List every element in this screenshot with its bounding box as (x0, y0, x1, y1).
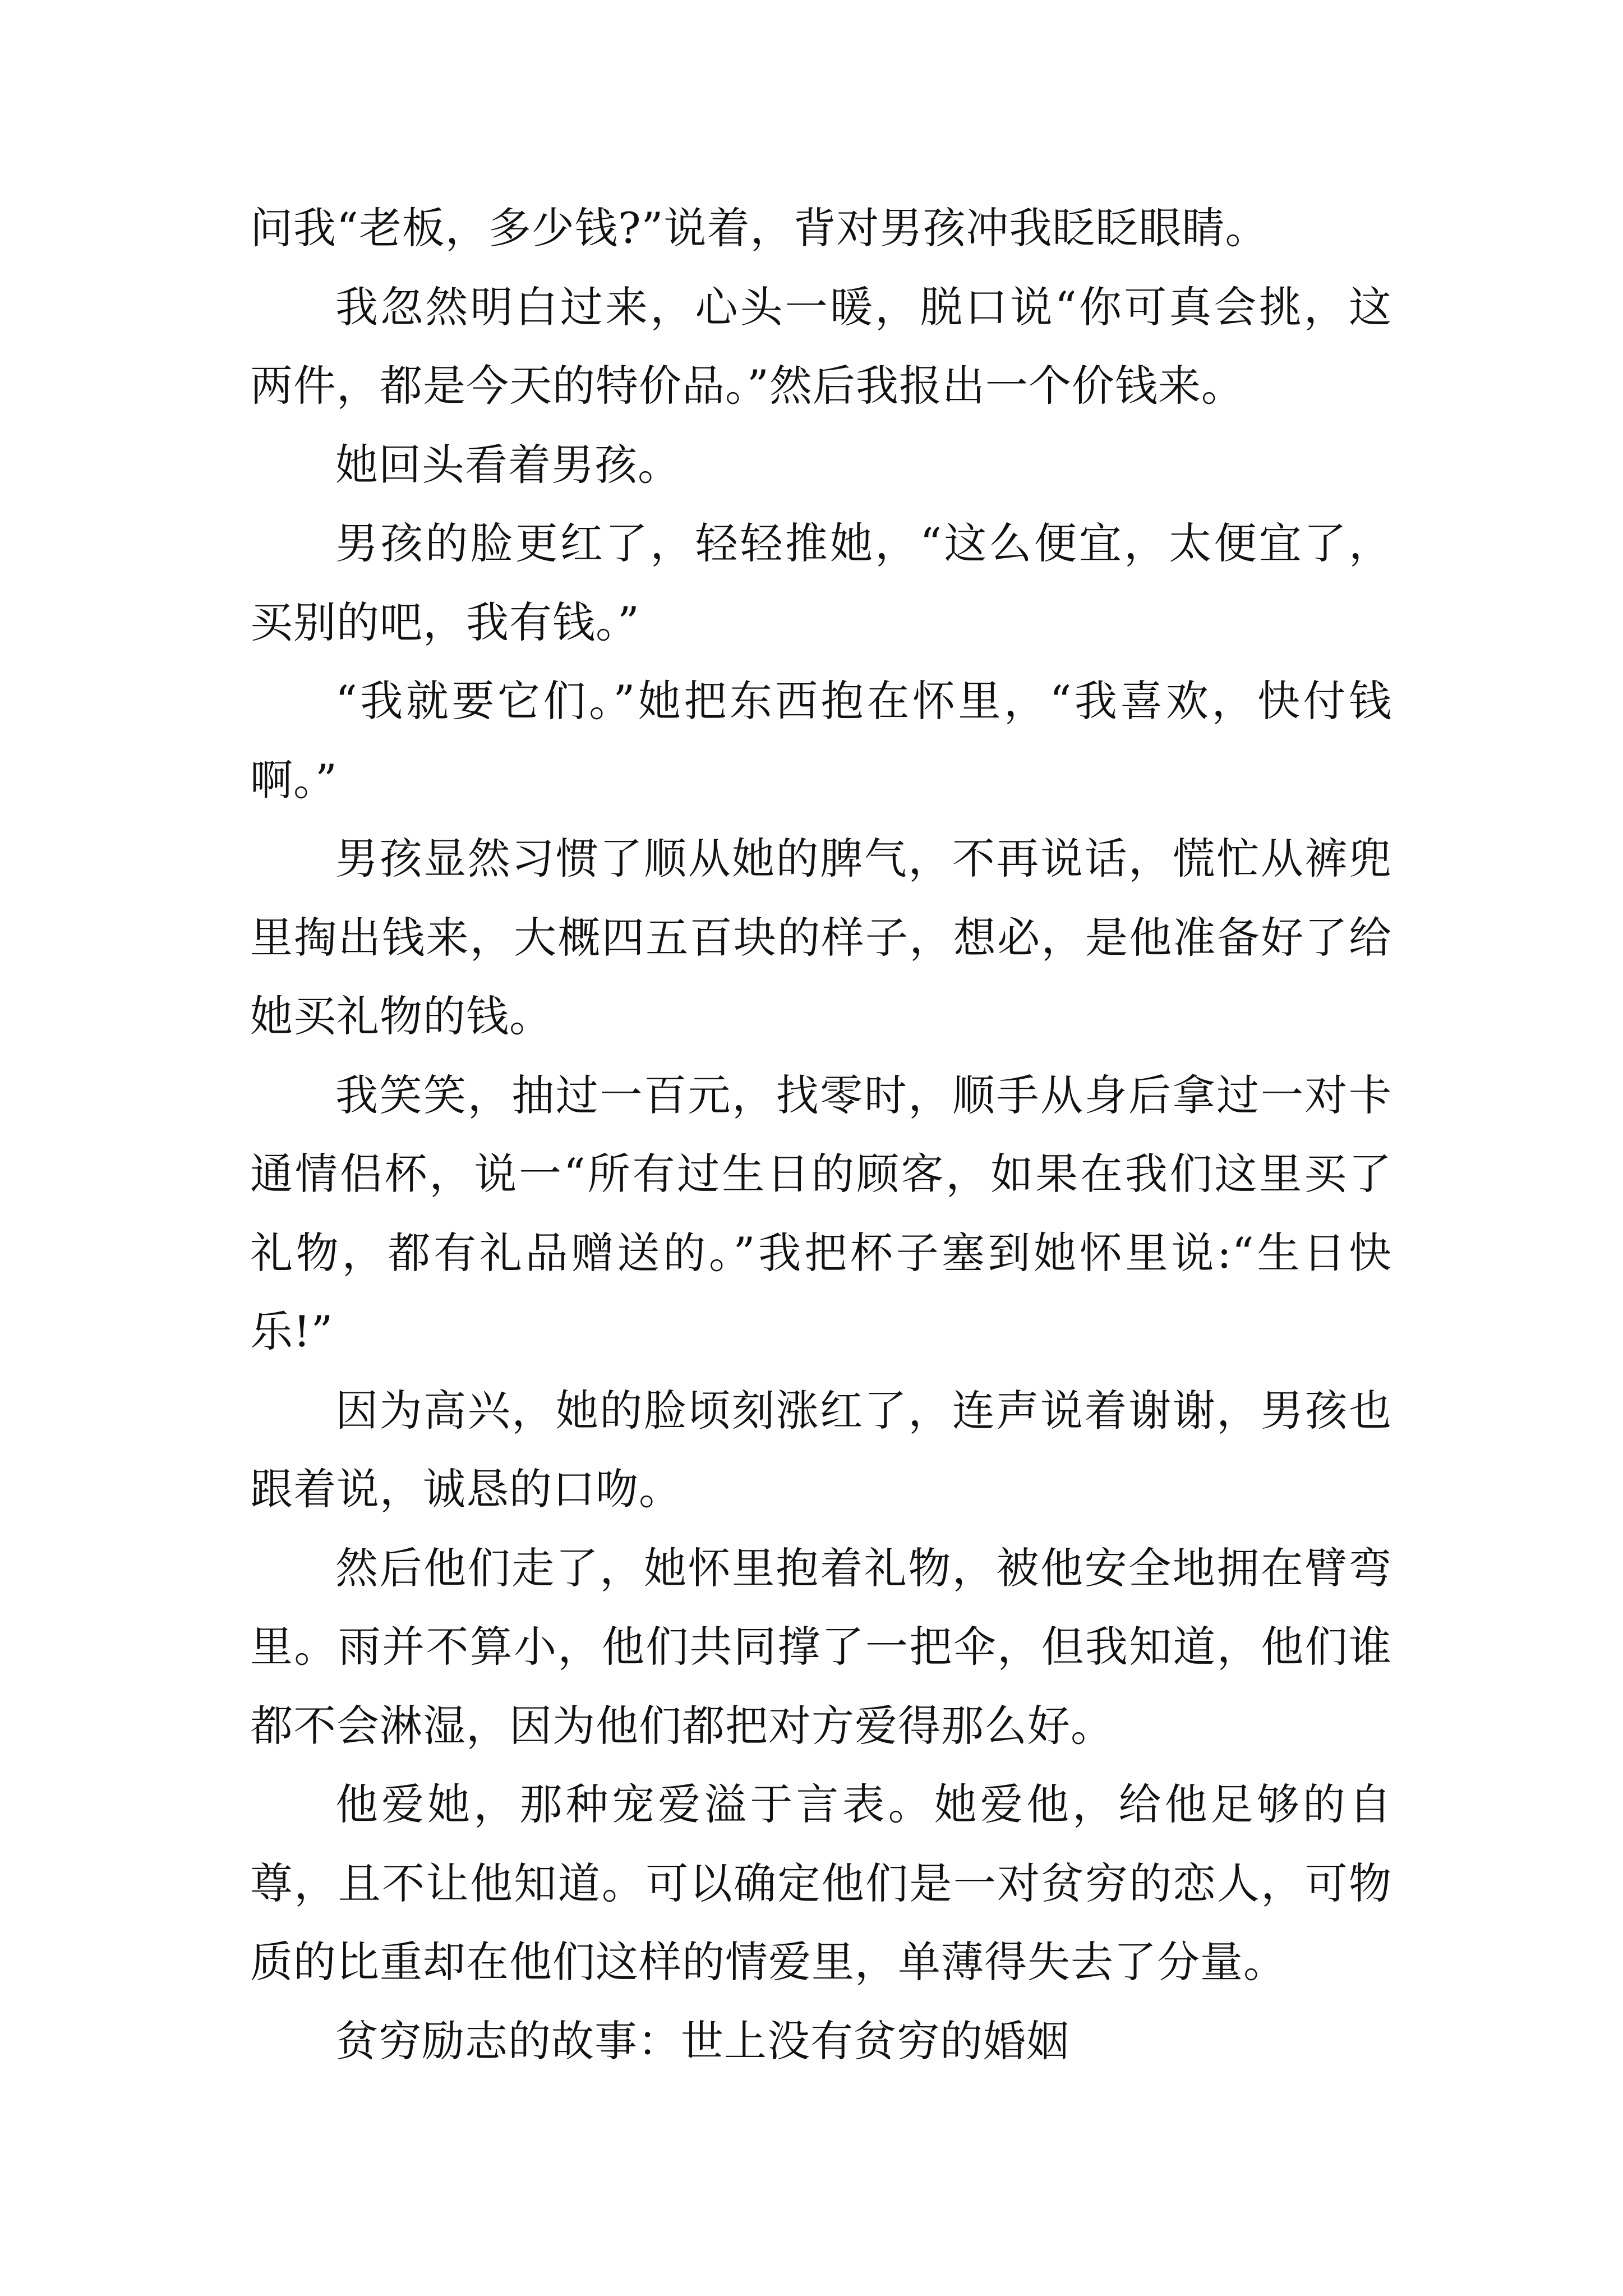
paragraph: 贫穷励志的故事：世上没有贫穷的婚姻 (335, 2016, 1069, 2066)
paragraph: 然后他们走了，她怀里抱着礼物，被他安全地拥在臂弯里。雨并不算小，他们共同撑了一把伞，但我知道，他们谁都不会淋湿，因为他们都把对方爱得那么好。 (250, 1543, 1392, 1751)
paragraph: 问我“老板，多少钱?”说着，背对男孩冲我眨眨眼睛。 (250, 203, 1269, 253)
paragraph: 我忽然明白过来，心头一暖，脱口说“你可真会挑，这两件，都是今天的特价品。”然后我报出一个价钱来。 (250, 282, 1392, 411)
document-body (250, 189, 1392, 2081)
paragraph: 我笑笑，抽过一百元，找零时，顺手从身后拿过一对卡通情侣杯，说一“所有过生日的顾客，如果在我们这里买了礼物，都有礼品赠送的。”我把杯子塞到她怀里说:“生日快乐!” (250, 1070, 1392, 1356)
paragraph: 男孩的脸更红了，轻轻推她，“这么便宜，太便宜了，买别的吧，我有钱。” (250, 518, 1392, 647)
paragraph: 因为高兴，她的脸顷刻涨红了，连声说着谢谢，男孩也跟着说，诚恳的口吻。 (250, 1385, 1392, 1514)
paragraph: 男孩显然习惯了顺从她的脾气，不再说话，慌忙从裤兜里掏出钱来，大概四五百块的样子，想必，是他准备好了给她买礼物的钱。 (250, 834, 1392, 1041)
paragraph: “我就要它们。”她把东西抱在怀里，“我喜欢，快付钱啊。” (250, 676, 1392, 805)
paragraph: 她回头看着男孩。 (335, 439, 681, 490)
paragraph: 他爱她，那种宠爱溢于言表。她爱他，给他足够的自尊，且不让他知道。可以确定他们是一对贫穷的恋人，可物质的比重却在他们这样的情爱里，单薄得失去了分量。 (250, 1779, 1392, 1987)
